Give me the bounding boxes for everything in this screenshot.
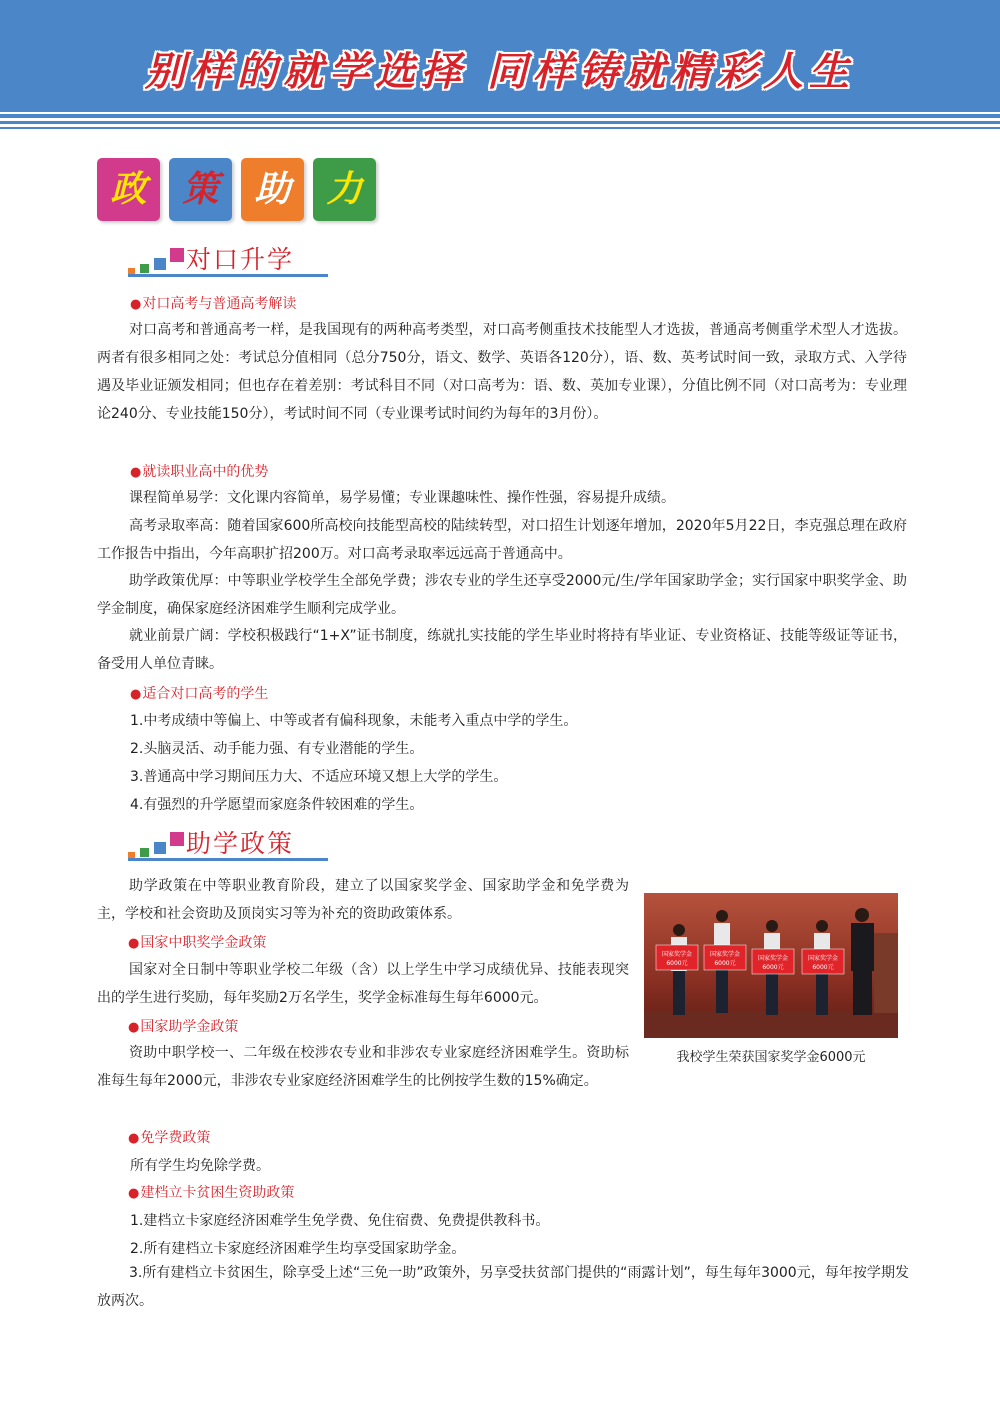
- board-amount: 6000元: [762, 964, 784, 971]
- title-tile-2: 策: [169, 158, 232, 221]
- decor-square: [170, 832, 184, 846]
- subheading-poverty-aid: ●建档立卡贫困生资助政策: [128, 1185, 295, 1201]
- decor-square: [140, 848, 149, 857]
- decor-square: [140, 264, 149, 273]
- paragraph-exam-comparison: 对口高考和普通高考一样，是我国现有的两种高考类型，对口高考侧重技术技能型人才选拔，普通高考侧重学术型人才选拔。两者有很多相同之处：考试总分值相同（总分750分，语文、数学、英语各120分），语、数、英考试时间一致，录取方式、入学待遇及毕业证颁发相同；但也存在着差别：考试科目不同（对口高考为：语、数、英加专业课），分值比例不同（对口高考为：专业理论240分、专业技能150分），考试时间不同（专业课考试时间约为每年的3月份）。: [97, 322, 907, 422]
- subheading-tuition-free: ●免学费政策: [128, 1130, 211, 1146]
- paragraph-grant: 资助中职学校一、二年级在校涉农专业和非涉农专业家庭经济困难学生。资助标准每生每年2000元，非涉农专业家庭经济困难学生的比例按学生数的15%确定。: [97, 1045, 629, 1089]
- list-item: 2.所有建档立卡家庭经济困难学生均享受国家助学金。: [130, 1241, 466, 1257]
- decor-square: [170, 248, 184, 262]
- board-amount: 6000元: [714, 960, 736, 967]
- list-item: 1.建档立卡家庭经济困难学生免学费、免住宿费、免费提供教科书。: [130, 1213, 550, 1229]
- header-stripe-3: [0, 127, 1000, 129]
- subheading-suitable-students: ●适合对口高考的学生: [130, 686, 269, 702]
- section-underline: [128, 274, 328, 277]
- subheading-exam-comparison: ●对口高考与普通高考解读: [130, 296, 297, 312]
- section-title: 对口升学: [186, 245, 295, 274]
- banner-slogan: 别样的就学选择 同样铸就精彩人生: [145, 48, 855, 95]
- list-item: 1.中考成绩中等偏上、中等或者有偏科现象，未能考入重点中学的学生。: [130, 713, 578, 729]
- list-item: 4.有强烈的升学愿望而家庭条件较困难的学生。: [130, 797, 424, 813]
- board-label: 国家奖学金: [757, 955, 789, 962]
- list-item: 3.所有建档立卡贫困生，除享受上述“三免一助”政策外，另享受扶贫部门提供的“雨露计划”，每生每年3000元，每年按学期发放两次。: [97, 1265, 909, 1309]
- title-tile-1: 政: [97, 158, 160, 221]
- subheading-grant: ●国家助学金政策: [128, 1019, 239, 1035]
- paragraph-advantage-admission: 高考录取率高：随着国家600所高校向技能型高校的陆续转型，对口招生计划逐年增加，2020年5月22日，李克强总理在政府工作报告中指出，今年高职扩招200万。对口高考录取率远远高于普通高中。: [97, 518, 907, 562]
- subheading-advantages: ●就读职业高中的优势: [130, 464, 269, 480]
- paragraph-scholarship: 国家对全日制中等职业学校二年级（含）以上学生中学习成绩优异、技能表现突出的学生进行奖励，每年奖励2万名学生，奖学金标准每生每年6000元。: [97, 962, 629, 1006]
- award-photo: [644, 893, 898, 1038]
- board-amount: 6000元: [666, 960, 688, 967]
- paragraph-advantage-courses: 课程简单易学：文化课内容简单，易学易懂；专业课趣味性、操作性强，容易提升成绩。: [129, 490, 675, 506]
- decor-square: [154, 258, 166, 270]
- board-label: 国家奖学金: [807, 955, 839, 962]
- paragraph-aid-intro: 助学政策在中等职业教育阶段，建立了以国家奖学金、国家助学金和免学费为主，学校和社会资助及顶岗实习等为补充的资助政策体系。: [97, 878, 629, 922]
- paragraph-tuition-free: 所有学生均免除学费。: [130, 1158, 270, 1174]
- header-stripe-1: [0, 114, 1000, 118]
- board-label: 国家奖学金: [709, 951, 741, 958]
- decor-square: [154, 842, 166, 854]
- subheading-scholarship: ●国家中职奖学金政策: [128, 935, 267, 951]
- board-amount: 6000元: [812, 964, 834, 971]
- section-title: 助学政策: [186, 829, 295, 858]
- header-stripe-2: [0, 121, 1000, 124]
- photo-caption: 我校学生荣获国家奖学金6000元: [676, 1050, 866, 1065]
- paragraph-advantage-funding: 助学政策优厚：中等职业学校学生全部免学费；涉农专业的学生还享受2000元/生/学年国家助学金；实行国家中职奖学金、助学金制度，确保家庭经济困难学生顺利完成学业。: [97, 573, 907, 617]
- board-label: 国家奖学金: [661, 951, 693, 958]
- list-item: 2.头脑灵活、动手能力强、有专业潜能的学生。: [130, 741, 424, 757]
- paragraph-advantage-employment: 就业前景广阔：学校积极践行“1+X”证书制度，练就扎实技能的学生毕业时将持有毕业证、专业资格证、技能等级证等证书，备受用人单位青睐。: [97, 628, 907, 672]
- list-item: 3.普通高中学习期间压力大、不适应环境又想上大学的学生。: [130, 769, 508, 785]
- title-tile-4: 力: [313, 158, 376, 221]
- section-underline: [128, 858, 328, 861]
- title-tile-3: 助: [241, 158, 304, 221]
